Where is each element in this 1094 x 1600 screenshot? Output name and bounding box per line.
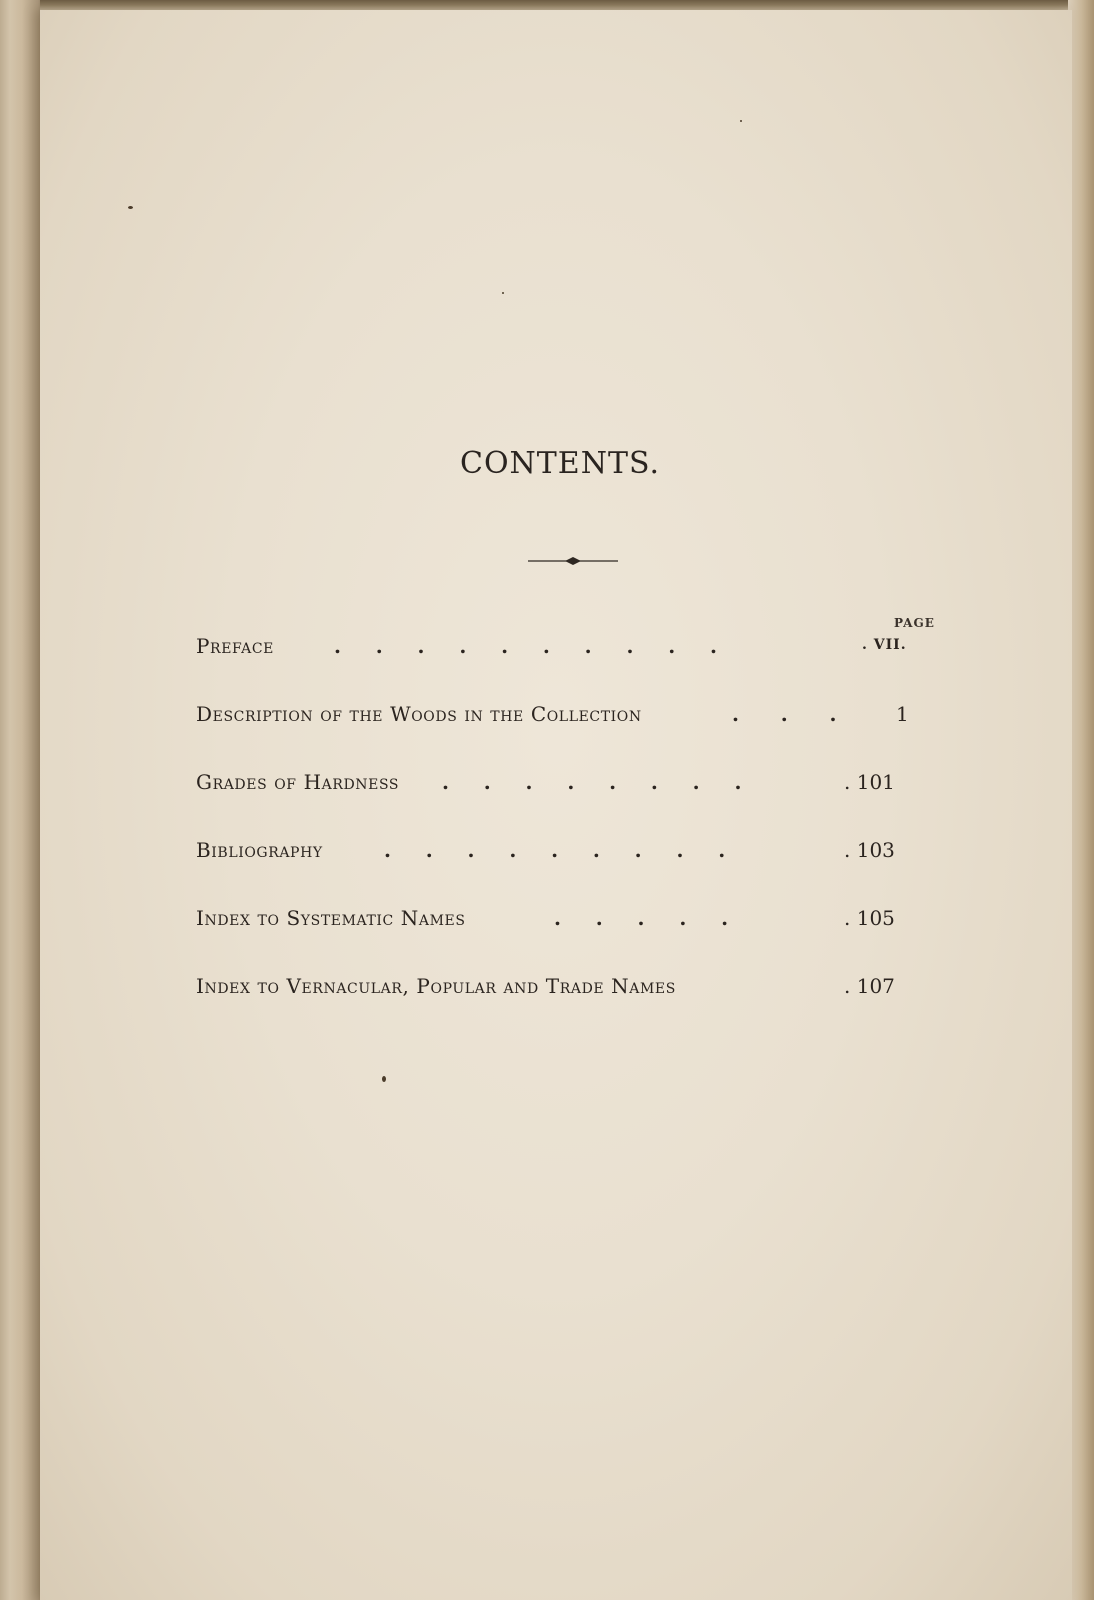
dot-leader: . . . [732, 702, 837, 726]
toc-entry-page: . 105 [844, 906, 895, 930]
paper-speck [502, 292, 504, 294]
toc-entry [196, 838, 936, 868]
toc-entry-page: . 103 [844, 838, 895, 862]
toc-entry-title: Bibliography [196, 838, 323, 862]
book-page [40, 10, 1072, 1600]
paper-speck [382, 1076, 386, 1082]
toc-entry-title: Preface [196, 634, 274, 658]
toc-entry-title: Grades of Hardness [196, 770, 400, 794]
toc-entry-page: . VII. [862, 637, 907, 653]
ornament-divider [528, 554, 618, 568]
toc-entry [196, 702, 936, 732]
toc-entry [196, 634, 936, 664]
page-title: CONTENTS. [460, 446, 660, 481]
paper-speck [740, 120, 742, 122]
toc-entry [196, 906, 936, 936]
dot-leader: . . . . . [554, 906, 729, 930]
toc-entry-page: 1 [896, 702, 909, 726]
toc-entry-page: . 107 [844, 974, 895, 998]
dot-leader: . . . . . . . . [442, 770, 742, 794]
dot-leader: . . . . . . . . . . [334, 634, 717, 658]
toc-entry-title: Index to Vernacular, Popular and Trade Names [196, 974, 676, 998]
toc-entry [196, 770, 936, 800]
book-cover-edge [0, 0, 44, 1600]
toc-entry-page: . 101 [844, 770, 895, 794]
toc-entry [196, 974, 936, 1004]
page-column-header: PAGE [894, 616, 935, 630]
paper-speck [128, 206, 133, 209]
toc-entry-title: Description of the Woods in the Collection [196, 702, 642, 726]
dot-leader: . . . . . . . . . [384, 838, 726, 862]
toc-entry-title: Index to Systematic Names [196, 906, 466, 930]
